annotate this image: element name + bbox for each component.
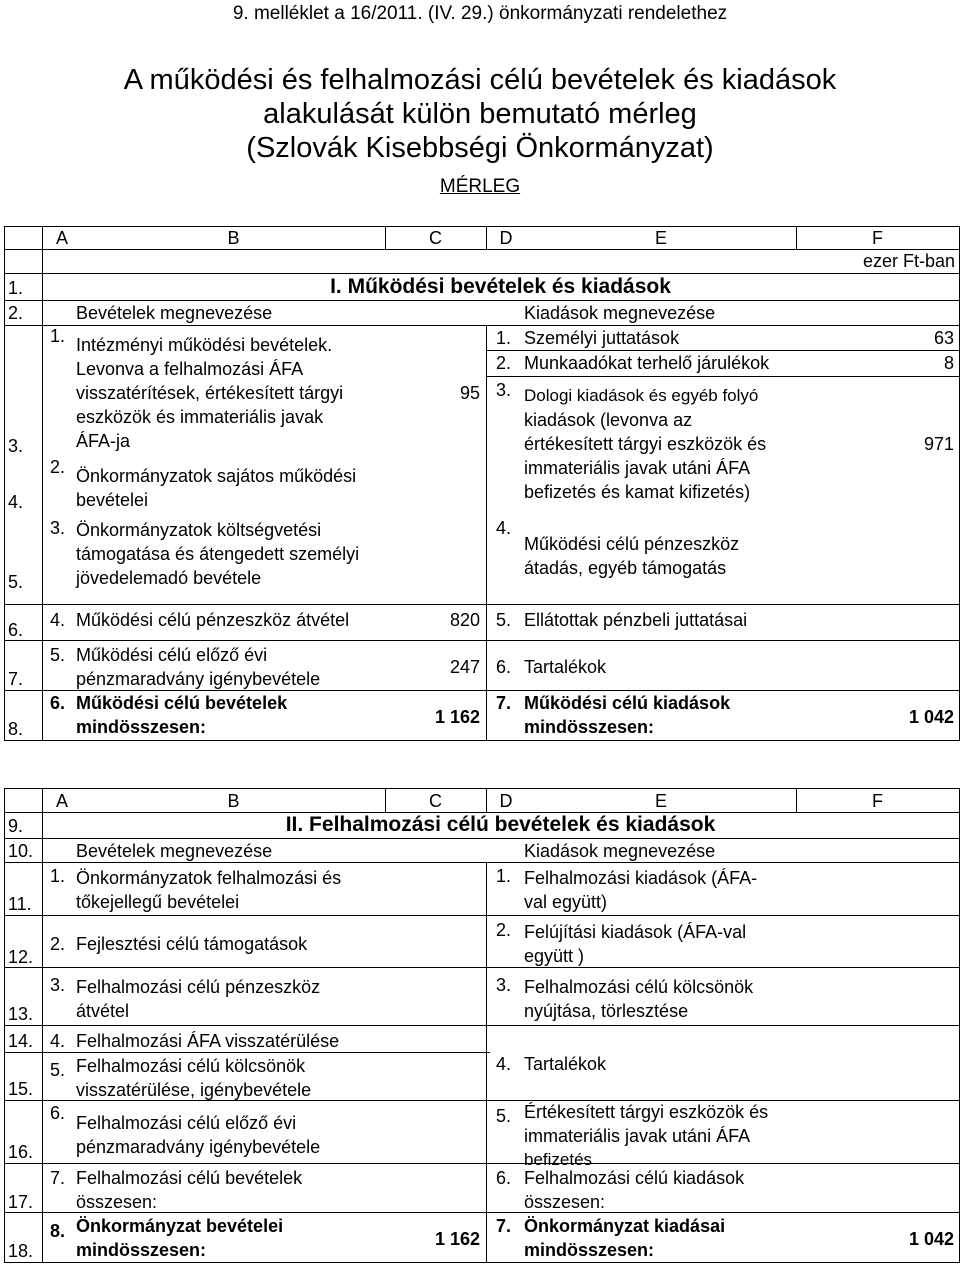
row-number: 8. <box>8 719 24 739</box>
section-title: II. Felhalmozási célú bevételek és kiadások <box>285 813 716 836</box>
item-label: Felhalmozási célú kölcsönök <box>76 1056 306 1076</box>
item-label: Felhalmozási célú kölcsönök <box>524 977 754 997</box>
item-label: Működési célú kiadások <box>524 693 731 713</box>
row-number: 5. <box>8 572 24 592</box>
column-letter: B <box>227 791 240 811</box>
item-label: értékesített tárgyi eszközök és <box>524 434 767 454</box>
item-label: val együtt) <box>524 892 608 912</box>
item-label: mindösszesen: <box>76 717 207 737</box>
reference-note: 9. melléklet a 16/2011. (IV. 29.) önkormányzati rendelethez <box>232 3 728 24</box>
title-line: (Szlovák Kisebbségi Önkormányzat) <box>246 132 714 164</box>
item-label: együtt ) <box>524 946 585 966</box>
column-letter: C <box>429 791 442 811</box>
row-number: 9. <box>8 816 24 836</box>
item-label: Felújítási kiadások (ÁFA-val <box>524 922 747 942</box>
item-label: kiadások (levonva az <box>524 410 693 430</box>
item-label: Dologi kiadások és egyéb folyó <box>524 386 759 405</box>
column-letter: A <box>55 228 68 248</box>
item-label: pénzmaradvány igénybevétele <box>76 669 321 689</box>
item-number: 2. <box>50 934 66 954</box>
item-label: Felhalmozási célú bevételek <box>76 1168 303 1188</box>
item-label: Levonva a felhalmozási ÁFA <box>76 359 304 379</box>
item-label: visszatérülése, igénybevétele <box>76 1080 312 1100</box>
item-label: mindösszesen: <box>524 717 655 737</box>
item-number: 2. <box>50 457 66 477</box>
unit-label: ezer Ft-ban <box>862 251 955 271</box>
row-number: 4. <box>8 492 24 512</box>
item-label: Felhalmozási ÁFA visszatérülése <box>76 1031 340 1051</box>
column-letter: F <box>872 791 883 811</box>
item-number: 1. <box>50 326 66 346</box>
item-number: 1. <box>496 866 512 886</box>
column-letter: D <box>499 791 513 811</box>
column-letter: D <box>499 228 513 248</box>
item-number: 7. <box>496 1216 512 1236</box>
item-number: 7. <box>50 1168 66 1188</box>
column-letter: E <box>654 791 667 811</box>
item-number: 4. <box>50 610 66 630</box>
item-number: 4. <box>50 1031 66 1051</box>
item-value: 247 <box>449 657 480 677</box>
item-label: Önkormányzatok felhalmozási és <box>76 868 342 888</box>
item-label: tőkejellegű bevételei <box>76 892 240 912</box>
item-label: Működési célú pénzeszköz átvétel <box>76 610 350 630</box>
item-label: átvétel <box>76 1001 130 1021</box>
subtitle: MÉRLEG <box>439 176 521 197</box>
item-value: 8 <box>943 353 954 373</box>
item-label: pénzmaradvány igénybevétele <box>76 1137 321 1157</box>
item-label: Önkormányzat bevételei <box>76 1216 284 1236</box>
item-label: Munkaadókat terhelő járulékok <box>524 353 770 373</box>
item-label: Felhalmozási célú előző évi <box>76 1113 297 1133</box>
row-number: 10. <box>8 841 34 861</box>
item-label: jövedelemadó bevétele <box>76 568 262 588</box>
row-number: 18. <box>8 1241 34 1261</box>
item-number: 5. <box>496 1106 512 1126</box>
item-value: 95 <box>459 383 480 403</box>
item-number: 5. <box>496 610 512 630</box>
item-number: 4. <box>496 1054 512 1074</box>
row-number: 7. <box>8 669 24 689</box>
item-label: mindösszesen: <box>76 1240 207 1260</box>
item-label: immateriális javak utáni ÁFA <box>524 458 751 478</box>
item-number: 4. <box>496 518 512 538</box>
expense-header: Kiadások megnevezése <box>524 303 716 323</box>
row-number: 6. <box>8 620 24 640</box>
row-number: 17. <box>8 1192 34 1212</box>
item-number: 6. <box>496 1168 512 1188</box>
item-label: Értékesített tárgyi eszközök és <box>524 1102 769 1122</box>
row-number: 15. <box>8 1079 34 1099</box>
item-label: mindösszesen: <box>524 1240 655 1260</box>
item-label: átadás, egyéb támogatás <box>524 558 727 578</box>
item-number: 7. <box>496 693 512 713</box>
revenue-header: Bevételek megnevezése <box>76 303 273 323</box>
item-value: 820 <box>449 610 480 630</box>
item-number: 3. <box>50 975 66 995</box>
item-label: Ellátottak pénzbeli juttatásai <box>524 610 748 630</box>
item-number: 6. <box>50 693 66 713</box>
item-label: Tartalékok <box>524 657 607 677</box>
item-label: Fejlesztési célú támogatások <box>76 934 308 954</box>
item-label: Önkormányzatok sajátos működési <box>76 466 357 486</box>
item-label: Felhalmozási célú kiadások <box>524 1168 745 1188</box>
item-label: eszközök és immateriális javak <box>76 407 324 427</box>
item-label: összesen: <box>76 1192 158 1212</box>
item-label: Önkormányzat kiadásai <box>524 1216 726 1236</box>
item-number: 2. <box>496 353 512 373</box>
item-number: 3. <box>496 380 512 400</box>
item-number: 2. <box>496 920 512 940</box>
item-label: Működési célú bevételek <box>76 693 288 713</box>
item-number: 5. <box>50 645 66 665</box>
title-line: alakulását külön bemutató mérleg <box>263 98 697 130</box>
item-label: támogatása és átengedett személyi <box>76 544 360 564</box>
column-letter: A <box>55 791 68 811</box>
item-value: 1 162 <box>434 1229 480 1249</box>
expense-header: Kiadások megnevezése <box>524 841 716 861</box>
row-number: 1. <box>8 278 24 298</box>
item-label: Intézményi működési bevételek. <box>76 335 333 355</box>
row-number: 12. <box>8 947 34 967</box>
item-label: Felhalmozási célú pénzeszköz <box>76 977 321 997</box>
item-value: 1 162 <box>434 707 480 727</box>
column-letter: E <box>654 228 667 248</box>
item-value: 971 <box>923 434 954 454</box>
item-number: 5. <box>50 1060 66 1080</box>
item-label: befizetés és kamat kifizetés) <box>524 482 751 502</box>
item-value: 1 042 <box>908 1229 954 1249</box>
item-label: bevételei <box>76 490 149 510</box>
row-number: 16. <box>8 1142 34 1162</box>
item-number: 6. <box>50 1103 66 1123</box>
item-label: visszatérítések, értékesített tárgyi <box>76 383 344 403</box>
item-number: 1. <box>496 328 512 348</box>
item-label: immateriális javak utáni ÁFA <box>524 1126 751 1146</box>
item-number: 3. <box>50 518 66 538</box>
row-number: 2. <box>8 303 24 323</box>
row-number: 14. <box>8 1031 34 1051</box>
item-label: Felhalmozási kiadások (ÁFA- <box>524 868 758 888</box>
row-number: 11. <box>8 894 32 914</box>
item-label: Működési célú pénzeszköz <box>524 534 740 554</box>
item-label: Önkormányzatok költségvetési <box>76 520 322 540</box>
item-label: befizetés <box>524 1150 593 1169</box>
item-value: 1 042 <box>908 707 954 727</box>
item-label: nyújtása, törlesztése <box>524 1001 689 1021</box>
section-title: I. Működési bevételek és kiadások <box>330 275 671 298</box>
column-letter: C <box>429 228 442 248</box>
item-value: 63 <box>933 328 954 348</box>
row-number: 3. <box>8 436 24 456</box>
item-number: 3. <box>496 975 512 995</box>
column-letter: B <box>227 228 240 248</box>
title-line: A működési és felhalmozási célú bevételek és kiadások <box>123 64 837 96</box>
item-number: 6. <box>496 657 512 677</box>
item-label: ÁFA-ja <box>76 431 131 451</box>
item-label: összesen: <box>524 1192 606 1212</box>
row-number: 13. <box>8 1004 34 1024</box>
item-label: Tartalékok <box>524 1054 607 1074</box>
revenue-header: Bevételek megnevezése <box>76 841 273 861</box>
column-letter: F <box>872 228 883 248</box>
item-label: Működési célú előző évi <box>76 645 268 665</box>
item-number: 8. <box>50 1221 66 1241</box>
item-number: 1. <box>50 866 66 886</box>
item-label: Személyi juttatások <box>524 328 680 348</box>
